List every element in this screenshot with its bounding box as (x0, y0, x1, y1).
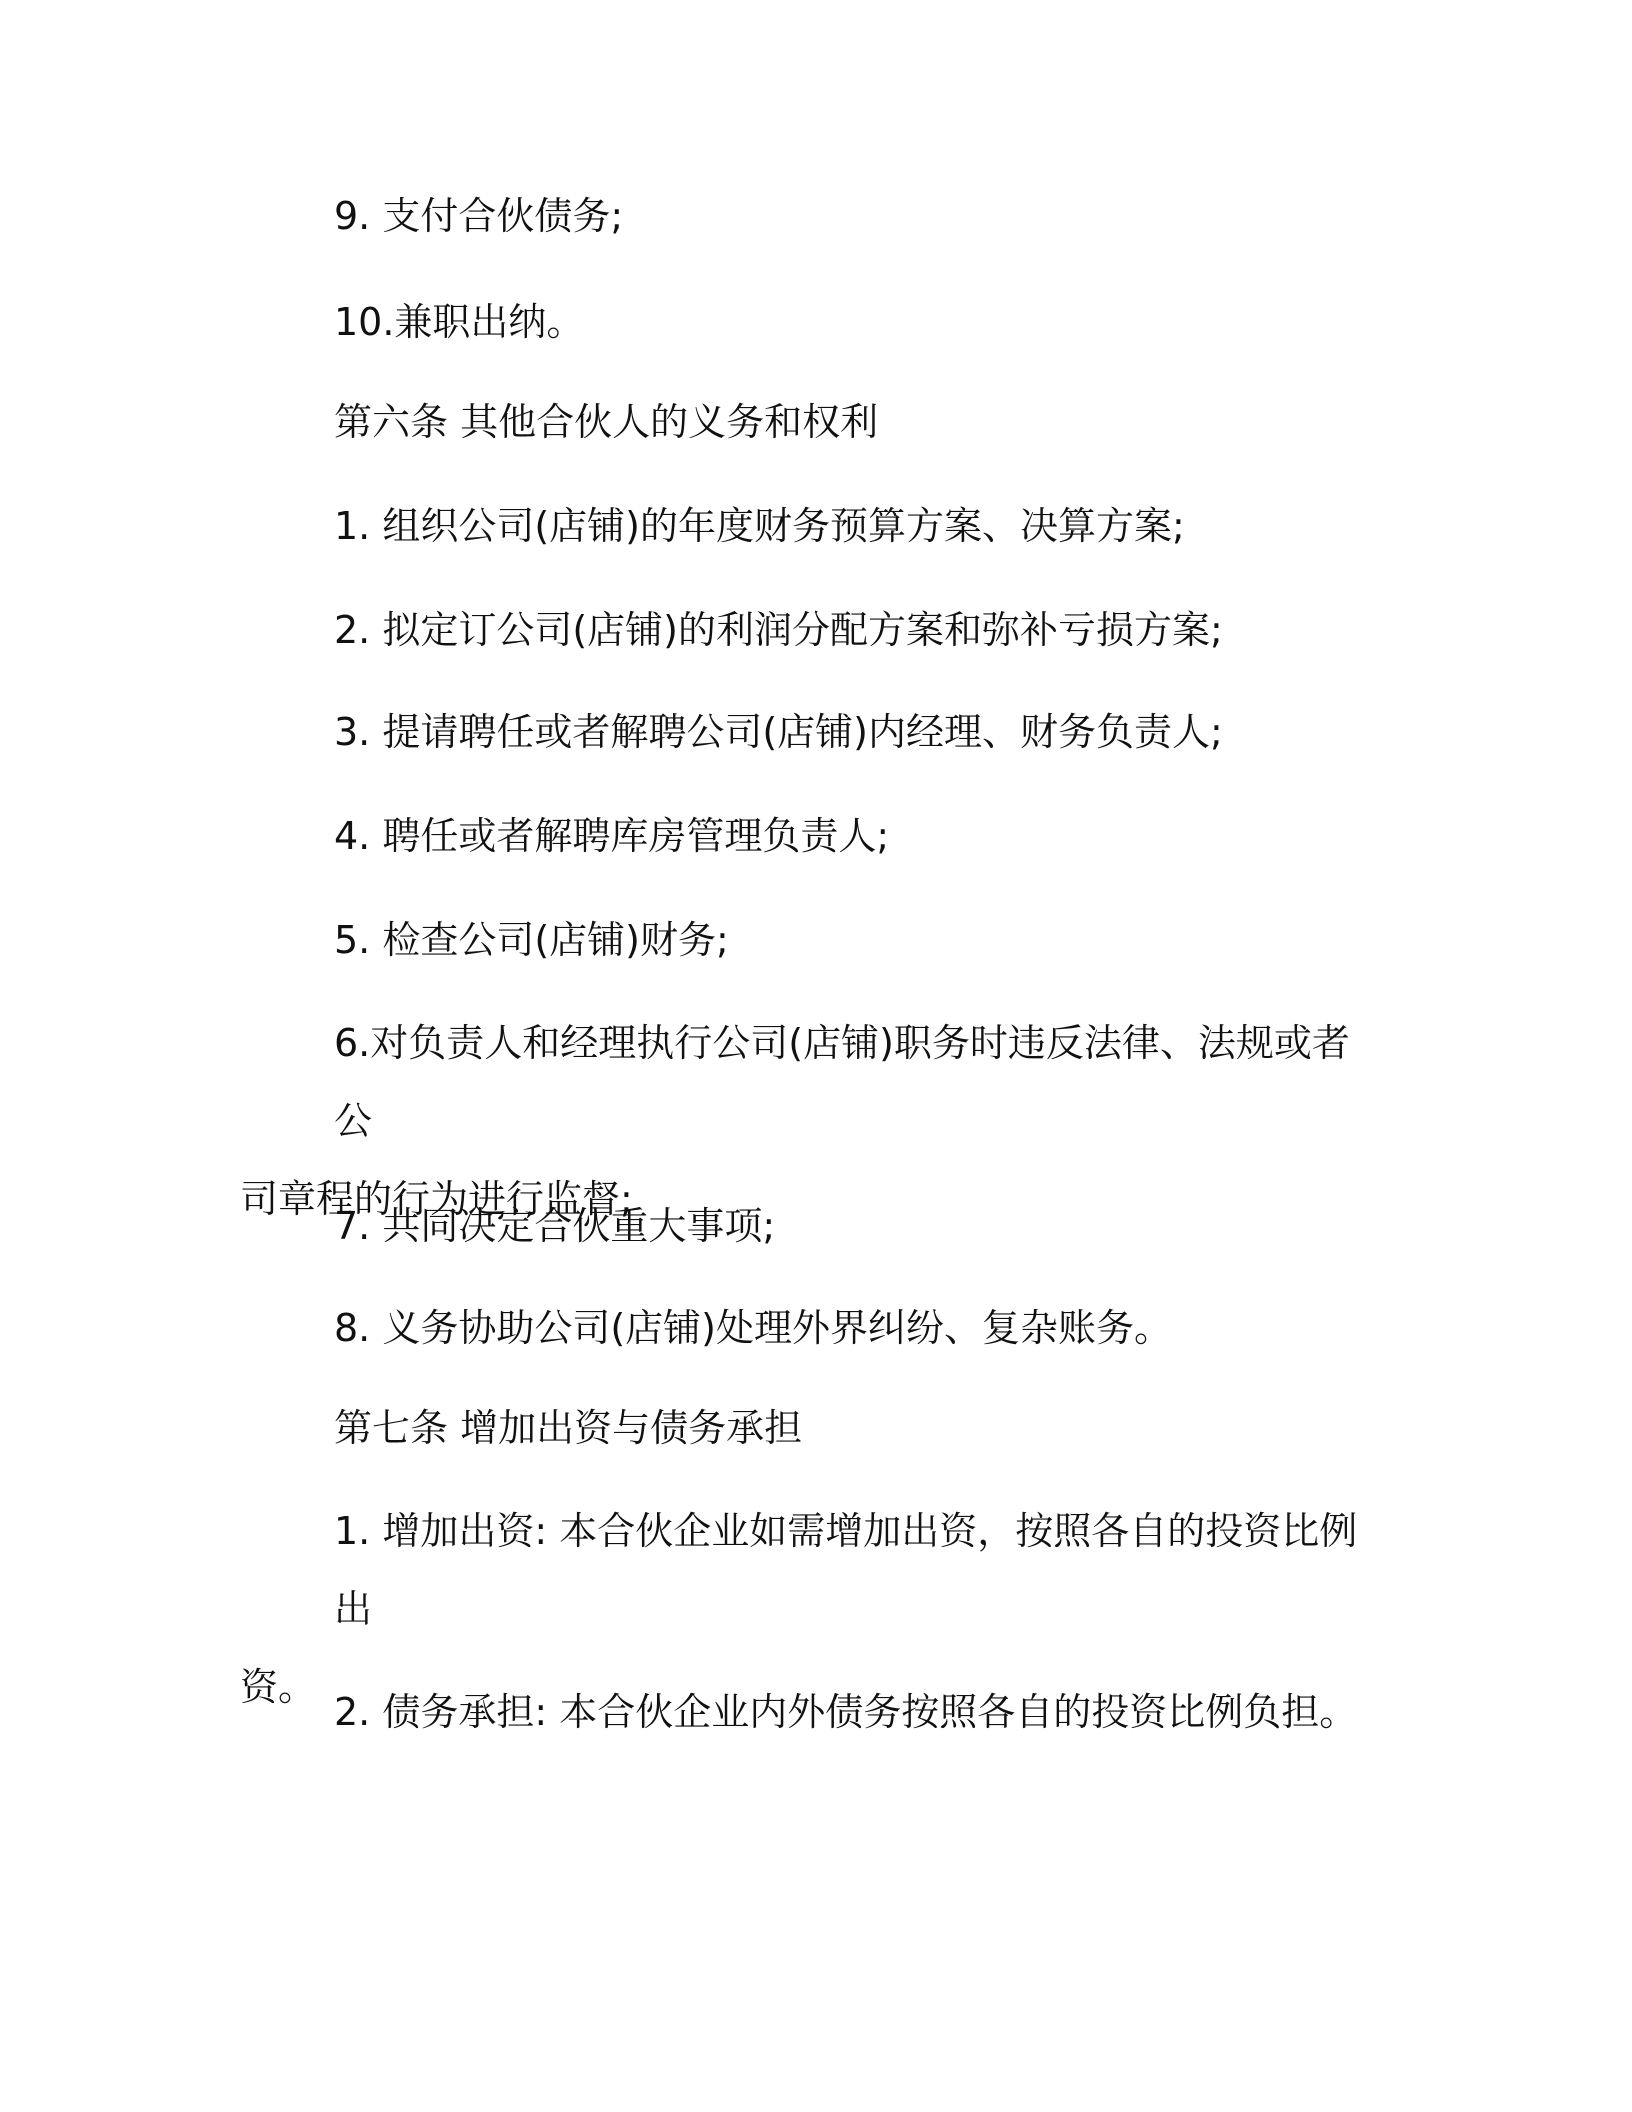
paragraph: 7. 共同决定合伙重大事项; (334, 1204, 776, 1248)
paragraph-line: 1. 增加出资: 本合伙企业如需增加出资，按照各自的投资比例出 (334, 1509, 1358, 1631)
paragraph: 2. 债务承担: 本合伙企业内外债务按照各自的投资比例负担。 (334, 1690, 1358, 1734)
paragraph: 9. 支付合伙债务; (334, 194, 624, 238)
section-heading: 第七条 增加出资与债务承担 (334, 1406, 803, 1450)
paragraph: 8. 义务协助公司(店铺)处理外界纠纷、复杂账务。 (334, 1306, 1172, 1350)
paragraph: 1. 组织公司(店铺)的年度财务预算方案、决算方案; (334, 504, 1185, 548)
paragraph: 10.兼职出纳。 (334, 300, 585, 344)
paragraph: 2. 拟定订公司(店铺)的利润分配方案和弥补亏损方案; (334, 608, 1223, 652)
paragraph-line: 6.对负责人和经理执行公司(店铺)职务时违反法律、法规或者公 (334, 1021, 1350, 1143)
paragraph: 3. 提请聘任或者解聘公司(店铺)内经理、财务负责人; (334, 710, 1223, 754)
section-heading: 第六条 其他合伙人的义务和权利 (334, 400, 879, 444)
paragraph-line: 资。 (240, 1665, 317, 1709)
paragraph-line: 司章程的行为进行监督; (240, 1177, 633, 1221)
paragraph: 4. 聘任或者解聘库房管理负责人; (334, 814, 890, 858)
paragraph: 5. 检查公司(店铺)财务; (334, 918, 729, 962)
